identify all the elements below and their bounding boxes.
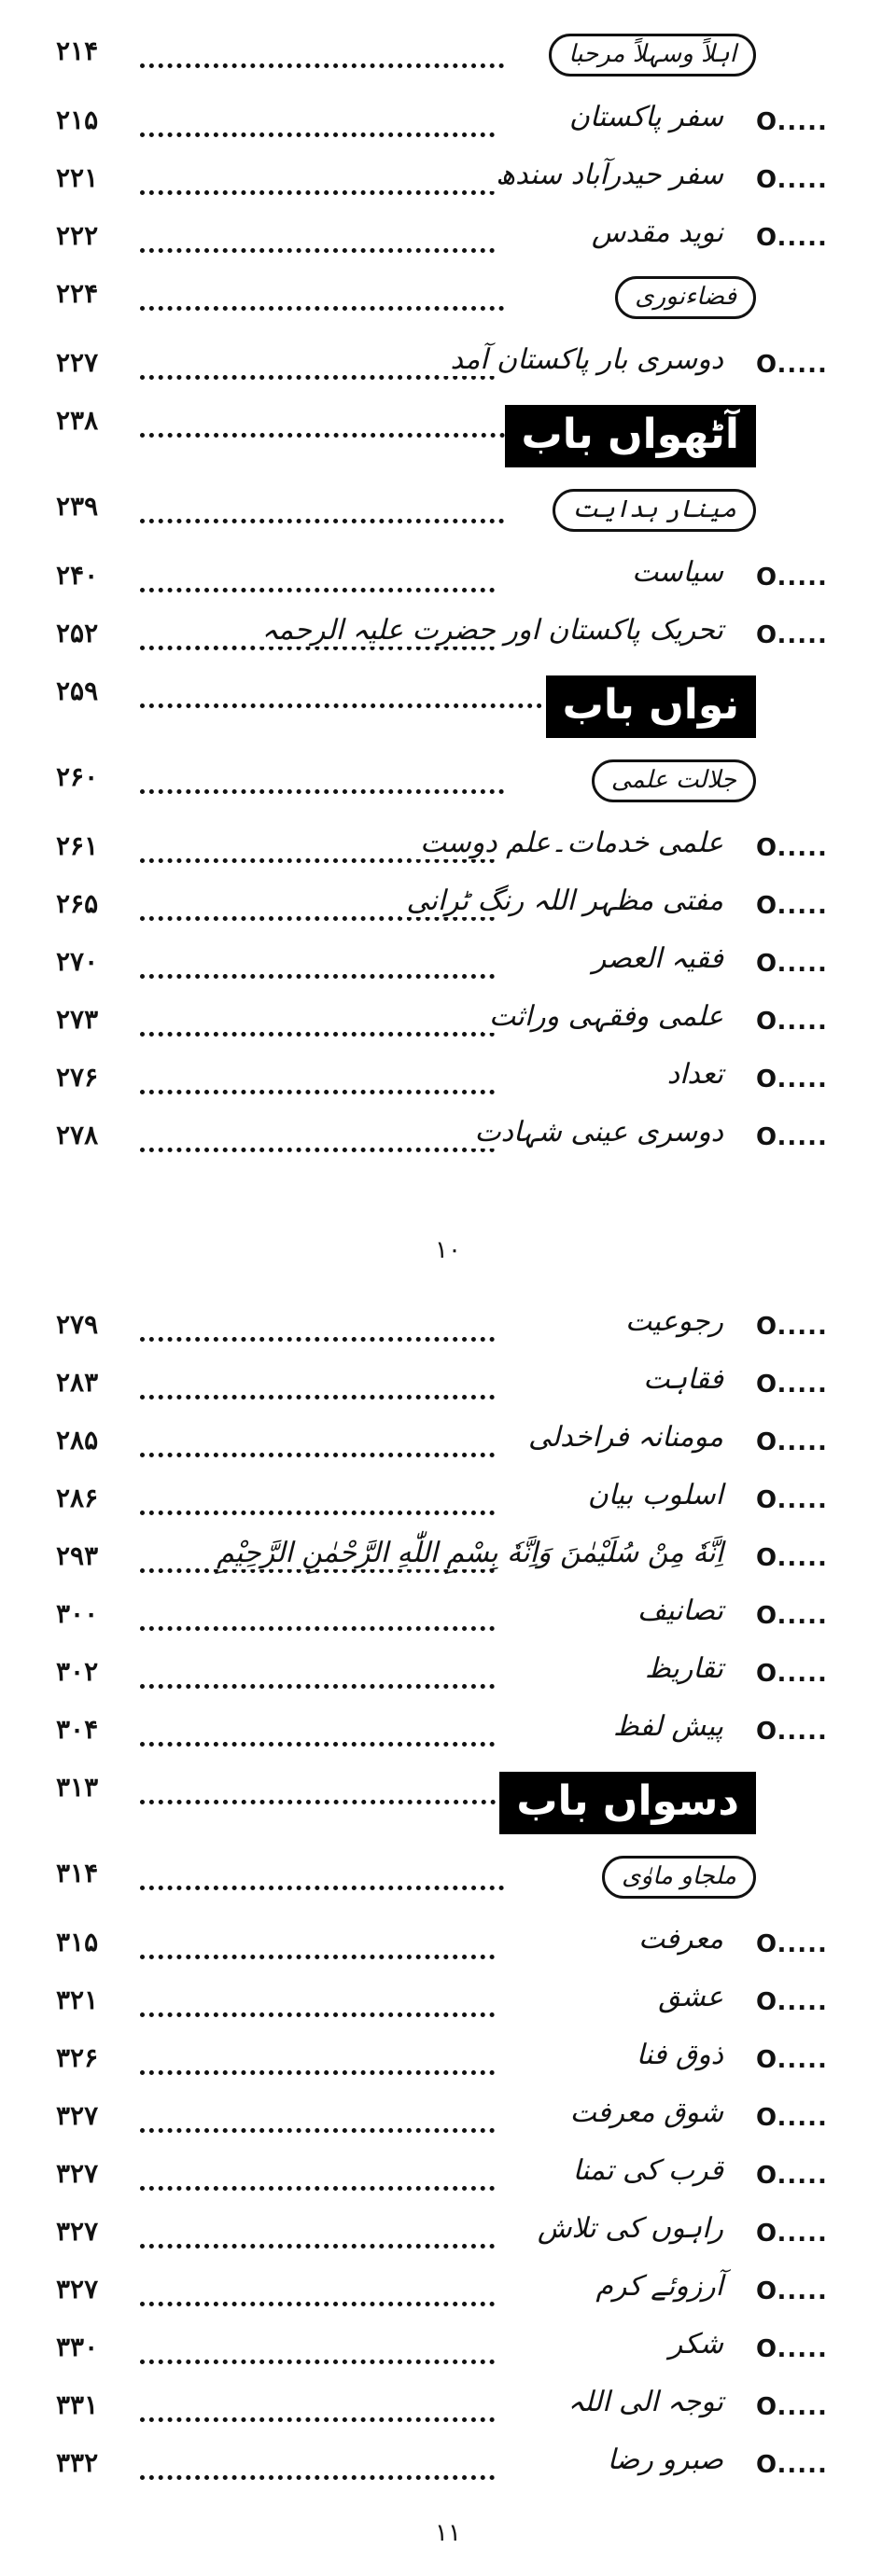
toc-list	[0, 28, 896, 1170]
chapter-title: نواں باب	[546, 675, 756, 738]
bullet-marker: O.....	[756, 1486, 828, 1514]
entry-title: سفر پاکستان	[564, 101, 723, 133]
entry-title: قرب کی تمنا	[567, 2154, 723, 2187]
toc-page-2	[0, 1302, 896, 2498]
entry-title: ذوق فنا	[631, 2039, 723, 2071]
page-number: ۲۷۰	[56, 946, 99, 977]
dot-leader	[140, 293, 504, 311]
toc-entry	[0, 1706, 896, 1764]
toc-entry	[0, 881, 896, 939]
page-number: ۲۲۱	[56, 162, 99, 193]
entry-title: توجہ الی اللہ	[562, 2386, 723, 2418]
page-number: ۲۱۵	[56, 104, 99, 135]
dot-leader	[140, 119, 495, 137]
entry-title: فقاہت	[637, 1363, 723, 1396]
toc-entry	[0, 2324, 896, 2382]
page-number: ۲۵۲	[56, 618, 99, 648]
bullet-marker: O.....	[756, 1602, 828, 1630]
toc-entry	[0, 823, 896, 881]
toc-entry	[0, 2382, 896, 2440]
dot-leader	[140, 2057, 495, 2075]
bullet-marker: O.....	[756, 621, 828, 649]
bullet-marker: O.....	[756, 2046, 828, 2074]
toc-entry	[0, 1302, 896, 1359]
section-badge: جلالت علمی	[592, 759, 756, 802]
entry-title: مفتی مظہر اللہ رنگ ٹرانی	[400, 884, 723, 917]
bullet-marker: O.....	[756, 2335, 828, 2363]
page-number: ۳۲۱	[56, 1984, 99, 2015]
page-number: ۳۰۴	[56, 1714, 99, 1745]
dot-leader	[140, 1077, 495, 1094]
entry-title: فقیہ العصر	[587, 942, 723, 975]
page-number: ۲۶۰	[56, 761, 99, 792]
toc-entry	[0, 2151, 896, 2208]
toc-entry	[0, 213, 896, 271]
page-number: ۲۷۳	[56, 1004, 99, 1035]
toc-entry	[0, 2035, 896, 2093]
toc-entry	[0, 996, 896, 1054]
toc-entry	[0, 155, 896, 213]
toc-entry	[0, 1112, 896, 1170]
bullet-marker: O.....	[756, 1428, 828, 1456]
page-number: ۲۲۷	[56, 347, 99, 378]
dot-leader	[140, 776, 504, 794]
dot-leader	[140, 1135, 495, 1152]
toc-section-heading	[0, 754, 896, 823]
dot-leader	[140, 1324, 495, 1342]
page-folio: ۱۱	[435, 2519, 461, 2547]
entry-title: سفر حیدرآباد سندھ	[490, 159, 723, 191]
entry-title: عشق	[652, 1981, 723, 2013]
page-number: ۳۲۷	[56, 2158, 99, 2189]
bullet-marker: O.....	[756, 564, 828, 592]
dot-leader	[140, 2115, 495, 2133]
page-folio: ۱۰	[435, 1236, 461, 1264]
page-number: ۲۸۶	[56, 1483, 99, 1513]
section-badge: ملجاو ماوٰی	[602, 1856, 756, 1899]
toc-entry	[0, 1417, 896, 1475]
entry-title: تعداد	[662, 1058, 723, 1091]
entry-title: معرفت	[633, 1923, 723, 1956]
toc-entry	[0, 552, 896, 610]
toc-entry	[0, 1977, 896, 2035]
dot-leader	[140, 575, 495, 592]
page-number: ۲۷۹	[56, 1309, 99, 1340]
bullet-marker: O.....	[756, 1123, 828, 1151]
bullet-marker: O.....	[756, 1544, 828, 1572]
bullet-marker: O.....	[756, 1008, 828, 1036]
entry-title: رجوعیت	[620, 1305, 723, 1338]
dot-leader	[140, 961, 495, 979]
entry-title: دوسری بار پاکستان آمد	[444, 343, 723, 376]
dot-leader	[140, 50, 504, 68]
page-number: ۲۸۳	[56, 1367, 99, 1398]
toc-entry	[0, 1649, 896, 1706]
bullet-marker: O.....	[756, 1660, 828, 1688]
bullet-marker: O.....	[756, 2277, 828, 2305]
page-number: ۳۰۲	[56, 1656, 99, 1687]
dot-leader	[140, 2346, 495, 2364]
toc-section-heading	[0, 28, 896, 97]
page-number: ۲۹۳	[56, 1540, 99, 1571]
page-number: ۲۴۰	[56, 560, 99, 591]
chapter-title: دسواں باب	[499, 1772, 756, 1834]
page-number: ۳۱۳	[56, 1772, 99, 1803]
page-number: ۲۲۲	[56, 220, 99, 251]
page-number: ۲۳۹	[56, 491, 99, 522]
toc-entry	[0, 1919, 896, 1977]
section-badge: مینار ہدایت	[553, 489, 756, 532]
page-number: ۲۵۹	[56, 675, 99, 706]
bullet-marker: O.....	[756, 1988, 828, 2016]
bullet-marker: O.....	[756, 1371, 828, 1399]
bullet-marker: O.....	[756, 351, 828, 379]
toc-entry	[0, 1591, 896, 1649]
toc-entry	[0, 97, 896, 155]
dot-leader	[140, 235, 495, 253]
bullet-marker: O.....	[756, 950, 828, 978]
page-number: ۳۲۷	[56, 2216, 99, 2247]
entry-title: صبرو رضا	[602, 2444, 723, 2476]
dot-leader	[140, 1613, 495, 1631]
dot-leader	[140, 2404, 495, 2422]
page-number: ۳۲۶	[56, 2042, 99, 2073]
entry-title: اِنَّهٗ مِنْ سُلَیْمٰنَ وَاِنَّهٗ بِسْمِ اللّٰهِ الرَّحْمٰنِ الرَّحِیْمِ	[211, 1537, 723, 1569]
toc-entry	[0, 2093, 896, 2151]
dot-leader	[140, 362, 495, 380]
bullet-marker: O.....	[756, 1718, 828, 1746]
dot-leader	[140, 1019, 495, 1037]
entry-title: راہوں کی تلاش	[532, 2212, 723, 2245]
bullet-marker: O.....	[756, 1930, 828, 1958]
bullet-marker: O.....	[756, 2451, 828, 2479]
entry-title: پیش لفظ	[608, 1710, 723, 1743]
toc-entry	[0, 1054, 896, 1112]
bullet-marker: O.....	[756, 892, 828, 920]
entry-title: مومنانہ فراخدلی	[523, 1421, 723, 1454]
bullet-marker: O.....	[756, 224, 828, 252]
entry-title: دوسری عینی شہادت	[469, 1116, 723, 1149]
entry-title: آرزوئے کرم	[590, 2270, 723, 2303]
entry-title: علمی خدمات۔علم دوست	[414, 827, 723, 859]
bullet-marker: O.....	[756, 2104, 828, 2132]
dot-leader	[140, 2173, 495, 2191]
dot-leader	[140, 1999, 495, 2017]
toc-section-heading	[0, 271, 896, 340]
bullet-marker: O.....	[756, 2393, 828, 2421]
toc-entry	[0, 1533, 896, 1591]
dot-leader	[140, 506, 504, 523]
page-number: ۲۲۴	[56, 278, 99, 309]
entry-title: شکر	[664, 2328, 723, 2360]
section-badge: فضاءنوری	[615, 276, 756, 319]
toc-entry	[0, 2208, 896, 2266]
page-number: ۲۷۶	[56, 1062, 99, 1093]
toc-chapter-heading	[0, 397, 896, 483]
entry-title: تصانیف	[632, 1594, 723, 1627]
entry-title: اسلوب بیان	[582, 1479, 723, 1511]
dot-leader	[140, 1440, 495, 1457]
dot-leader	[140, 177, 495, 195]
page-number: ۳۱۴	[56, 1858, 99, 1888]
bullet-marker: O.....	[756, 2220, 828, 2248]
dot-leader	[140, 2231, 495, 2249]
toc-page-1	[0, 28, 896, 1170]
toc-entry	[0, 340, 896, 397]
toc-entry	[0, 2266, 896, 2324]
page-number: ۲۳۸	[56, 405, 99, 436]
bullet-marker: O.....	[756, 108, 828, 136]
page-number: ۲۶۵	[56, 888, 99, 919]
toc-entry	[0, 2440, 896, 2498]
page-number: ۳۰۰	[56, 1598, 99, 1629]
dot-leader	[140, 1942, 495, 1959]
toc-section-heading	[0, 1850, 896, 1919]
page-number: ۳۳۲	[56, 2447, 99, 2478]
bullet-marker: O.....	[756, 166, 828, 194]
dot-leader	[140, 1497, 495, 1515]
entry-title: علمی وفقہی وراثت	[483, 1000, 723, 1033]
page-number: ۲۱۴	[56, 35, 99, 66]
dot-leader	[140, 1873, 504, 1890]
bullet-marker: O.....	[756, 834, 828, 862]
toc-list	[0, 1302, 896, 2498]
page-number: ۳۲۷	[56, 2274, 99, 2304]
page-number: ۳۱۵	[56, 1927, 99, 1957]
dot-leader	[140, 1729, 495, 1747]
toc-chapter-heading	[0, 668, 896, 754]
chapter-title: آٹھواں باب	[505, 405, 756, 467]
toc-chapter-heading	[0, 1764, 896, 1850]
page-number: ۳۳۱	[56, 2389, 99, 2420]
dot-leader	[140, 690, 588, 708]
bullet-marker: O.....	[756, 2162, 828, 2190]
toc-entry	[0, 939, 896, 996]
toc-section-heading	[0, 483, 896, 552]
entry-title: سیاست	[626, 556, 723, 589]
page-number: ۳۳۰	[56, 2332, 99, 2362]
page-number: ۲۷۸	[56, 1120, 99, 1150]
page-number: ۳۲۷	[56, 2100, 99, 2131]
dot-leader	[140, 2462, 495, 2480]
entry-title: تحریک پاکستان اور حضرت علیہ الرحمہ	[256, 614, 723, 647]
bullet-marker: O.....	[756, 1065, 828, 1093]
toc-entry	[0, 1475, 896, 1533]
dot-leader	[140, 1382, 495, 1399]
page-number: ۲۶۱	[56, 830, 99, 861]
bullet-marker: O.....	[756, 1313, 828, 1341]
entry-title: تقاریظ	[639, 1652, 723, 1685]
entry-title: نوید مقدس	[586, 216, 723, 249]
toc-entry	[0, 610, 896, 668]
section-badge: اہلاً وسہلاً مرحبا	[549, 34, 756, 77]
page-number: ۲۸۵	[56, 1425, 99, 1455]
dot-leader	[140, 2289, 495, 2306]
dot-leader	[140, 1671, 495, 1689]
entry-title: شوق معرفت	[565, 2096, 723, 2129]
toc-entry	[0, 1359, 896, 1417]
